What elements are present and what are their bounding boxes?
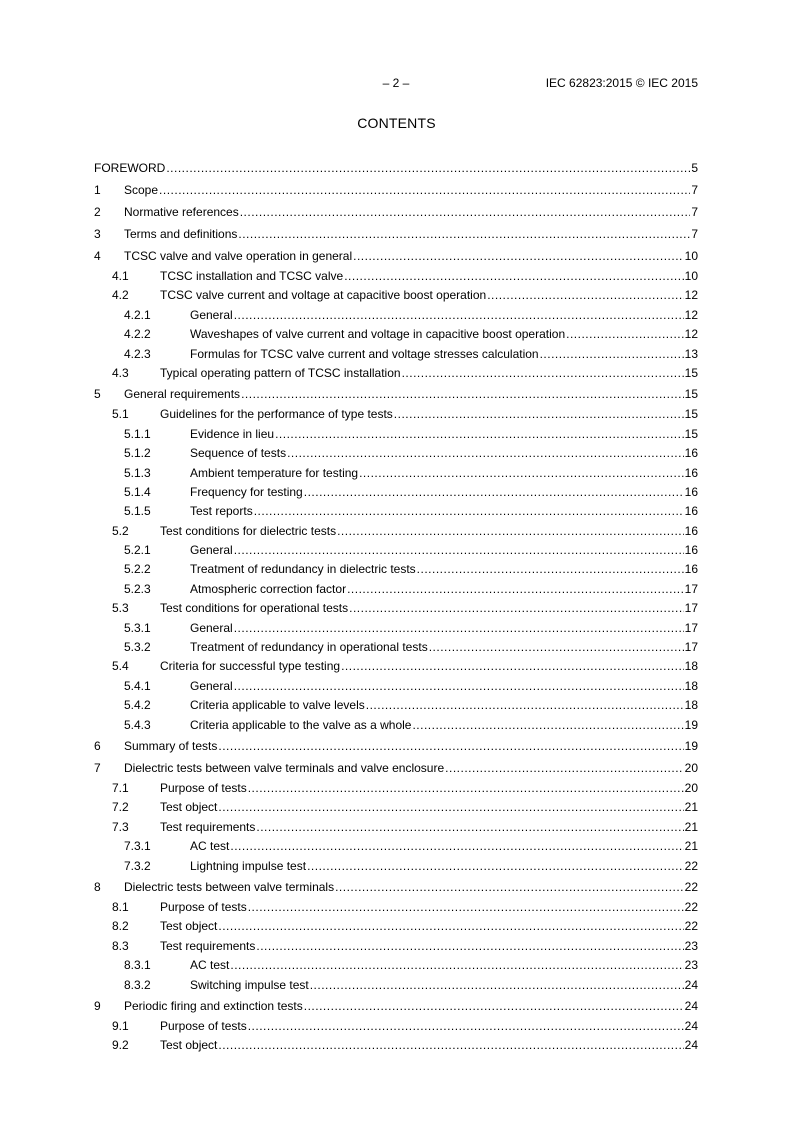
toc-entry-title: General <box>190 677 234 696</box>
toc-entry-line <box>124 876 698 898</box>
toc-entry[interactable] <box>94 937 698 956</box>
toc-leader-dots <box>159 179 690 201</box>
toc-entry-title: Test conditions for dielectric tests <box>160 522 337 541</box>
toc-entry-title: Dielectric tests between valve terminals <box>124 876 335 898</box>
toc-leader-dots <box>166 157 690 179</box>
toc-entry-page: 12 <box>684 327 698 342</box>
toc-entry[interactable] <box>94 837 698 856</box>
toc-leader-dots <box>566 325 684 344</box>
toc-entry-page: 20 <box>684 760 698 775</box>
toc-entry[interactable] <box>94 325 698 344</box>
toc-entry-title: Criteria applicable to the valve as a whole <box>190 716 412 735</box>
toc-entry-line <box>160 1036 698 1055</box>
toc-entry-number: 4.1 <box>112 269 129 283</box>
toc-leader-dots <box>234 541 684 560</box>
toc-leader-dots <box>234 306 684 325</box>
toc-entry[interactable] <box>94 976 698 995</box>
toc-entry-title: Test object <box>160 798 218 817</box>
toc-entry-line <box>160 798 698 817</box>
toc-entry-title: General <box>190 541 234 560</box>
toc-entry-page: 16 <box>684 465 698 480</box>
toc-leader-dots <box>487 286 683 305</box>
toc-leader-dots <box>366 696 684 715</box>
toc-entry-page: 7 <box>691 227 698 241</box>
toc-entry[interactable] <box>94 522 698 541</box>
toc-entry-line <box>94 157 698 179</box>
toc-entry-number: 5 <box>94 387 101 402</box>
toc-entry[interactable] <box>94 201 698 223</box>
toc-entry[interactable] <box>94 716 698 735</box>
toc-entry-page: 12 <box>684 307 698 322</box>
toc-entry-title: Summary of tests <box>124 735 218 757</box>
toc-entry-title: Guidelines for the performance of type tests <box>160 405 394 424</box>
toc-leader-dots <box>256 937 683 956</box>
toc-entry-title: AC test <box>190 837 230 856</box>
toc-entry[interactable] <box>94 179 698 201</box>
toc-entry-page: 21 <box>684 819 698 834</box>
toc-entry-title: Frequency for testing <box>190 483 304 502</box>
toc-entry-line <box>124 223 698 245</box>
toc-entry-title: Criteria for successful type testing <box>160 657 341 676</box>
toc-entry-line <box>190 444 698 463</box>
toc-leader-dots <box>218 798 683 817</box>
toc-entry[interactable] <box>94 383 698 405</box>
toc-entry[interactable] <box>94 502 698 521</box>
toc-leader-dots <box>344 267 683 286</box>
toc-entry-page: 21 <box>684 800 698 815</box>
toc-entry-line <box>190 638 698 657</box>
toc-entry-number: 7.2 <box>112 800 129 815</box>
toc-entry-page: 17 <box>684 601 698 616</box>
toc-leader-dots <box>337 522 684 541</box>
toc-entry-title: General <box>190 306 234 325</box>
toc-entry[interactable] <box>94 1017 698 1036</box>
toc-entry-page: 22 <box>684 879 698 894</box>
toc-entry-line <box>190 677 698 696</box>
toc-entry-number: 5.4.1 <box>124 678 151 693</box>
toc-entry-page: 18 <box>684 659 698 674</box>
toc-entry-number: 7.1 <box>112 780 129 795</box>
toc-entry-page: 24 <box>684 977 698 992</box>
toc-entry[interactable] <box>94 798 698 817</box>
toc-entry-line <box>160 522 698 541</box>
toc-entry-number: 3 <box>94 227 101 241</box>
toc-entry-line <box>160 286 698 305</box>
toc-entry[interactable] <box>94 541 698 560</box>
toc-entry[interactable] <box>94 757 698 779</box>
toc-entry-page: 16 <box>684 484 698 499</box>
toc-entry-number: 7.3 <box>112 819 129 834</box>
toc-entry[interactable] <box>94 638 698 657</box>
toc-entry-page: 5 <box>691 161 698 175</box>
toc-entry-title: Purpose of tests <box>160 779 248 798</box>
toc-leader-dots <box>353 245 684 267</box>
toc-entry-line <box>160 599 698 618</box>
toc-entry-line <box>190 541 698 560</box>
toc-entry-line <box>190 619 698 638</box>
toc-entry[interactable] <box>94 560 698 579</box>
toc-entry-page: 12 <box>684 288 698 303</box>
toc-entry-title: General requirements <box>124 383 241 405</box>
toc-leader-dots <box>307 857 684 876</box>
toc-entry-title: Waveshapes of valve current and voltage in capacitive boost operation <box>190 325 566 344</box>
toc-entry-line <box>160 1017 698 1036</box>
toc-leader-dots <box>248 1017 684 1036</box>
toc-entry-title: Formulas for TCSC valve current and voltage stresses calculation <box>190 345 540 364</box>
toc-entry-title: Sequence of tests <box>190 444 287 463</box>
toc-entry-title: Scope <box>124 179 159 201</box>
toc-entry-page: 7 <box>691 205 698 219</box>
toc-entry-page: 19 <box>684 717 698 732</box>
toc-entry-number: 4.2.3 <box>124 346 151 361</box>
toc-entry-number: 8.2 <box>112 919 129 934</box>
toc-leader-dots <box>341 657 684 676</box>
toc-entry[interactable] <box>94 677 698 696</box>
toc-entry-number: 5.2.3 <box>124 581 151 596</box>
toc-entry-title: Treatment of redundancy in operational tests <box>190 638 429 657</box>
toc-entry-number: 5.2 <box>112 523 129 538</box>
toc-entry[interactable] <box>94 818 698 837</box>
toc-entry-page: 17 <box>684 640 698 655</box>
toc-entry-page: 17 <box>684 620 698 635</box>
toc-entry-line <box>160 818 698 837</box>
toc-entry-line <box>160 405 698 424</box>
toc-entry[interactable] <box>94 898 698 917</box>
toc-entry-page: 16 <box>684 562 698 577</box>
toc-entry-page: 15 <box>684 387 698 402</box>
toc-entry-title: Ambient temperature for testing <box>190 464 359 483</box>
toc-entry-line <box>190 857 698 876</box>
toc-entry-page: 10 <box>684 249 698 263</box>
toc-entry-page: 22 <box>684 899 698 914</box>
toc-entry-line <box>190 956 698 975</box>
toc-entry-title: Purpose of tests <box>160 898 248 917</box>
toc-entry-line <box>124 245 698 267</box>
toc-entry[interactable] <box>94 619 698 638</box>
toc-entry[interactable] <box>94 735 698 757</box>
toc-entry-page: 7 <box>691 183 698 197</box>
toc-entry-title: Purpose of tests <box>160 1017 248 1036</box>
toc-entry[interactable] <box>94 483 698 502</box>
toc-entry[interactable] <box>94 364 698 383</box>
toc-entry-number: 4 <box>94 249 101 263</box>
toc-leader-dots <box>412 716 683 735</box>
toc-leader-dots <box>359 464 684 483</box>
toc-entry-page: 17 <box>684 581 698 596</box>
document-reference: IEC 62823:2015 © IEC 2015 <box>545 76 698 90</box>
toc-entry-title: Test reports <box>190 502 254 521</box>
toc-entry[interactable] <box>94 1036 698 1055</box>
toc-entry-title: Test requirements <box>160 937 256 956</box>
toc-entry-number: 5.1.3 <box>124 465 151 480</box>
toc-leader-dots <box>234 677 684 696</box>
toc-leader-dots <box>238 223 690 245</box>
toc-entry-number: 5.4.2 <box>124 698 151 713</box>
toc-entry-page: 21 <box>684 839 698 854</box>
toc-entry-page: 16 <box>684 523 698 538</box>
toc-entry-title: Lightning impulse test <box>190 857 307 876</box>
toc-entry[interactable] <box>94 857 698 876</box>
toc-entry-title: Test object <box>160 917 218 936</box>
table-of-contents <box>94 157 698 1056</box>
toc-entry-number: 8.3.2 <box>124 977 151 992</box>
toc-entry-page: 15 <box>684 365 698 380</box>
toc-entry-number: 7 <box>94 760 101 775</box>
toc-entry-line <box>190 425 698 444</box>
toc-entry-title: Evidence in lieu <box>190 425 275 444</box>
toc-entry-page: 10 <box>684 269 698 283</box>
toc-entry-number: 5.3.1 <box>124 620 151 635</box>
toc-entry-title: Test conditions for operational tests <box>160 599 349 618</box>
toc-entry-line <box>190 306 698 325</box>
toc-leader-dots <box>349 599 684 618</box>
toc-entry-line <box>160 267 698 286</box>
toc-entry-line <box>160 898 698 917</box>
contents-title: CONTENTS <box>357 115 436 131</box>
toc-leader-dots <box>287 444 684 463</box>
toc-leader-dots <box>230 956 683 975</box>
toc-entry[interactable] <box>94 580 698 599</box>
toc-entry-title: Criteria applicable to valve levels <box>190 696 366 715</box>
toc-entry-number: 5.2.2 <box>124 562 151 577</box>
toc-entry-number: 5.4 <box>112 659 129 674</box>
toc-entry-number: 8.1 <box>112 899 129 914</box>
toc-entry-line <box>190 345 698 364</box>
toc-leader-dots <box>240 201 691 223</box>
toc-entry[interactable] <box>94 657 698 676</box>
toc-entry-line <box>190 560 698 579</box>
toc-entry-number: 5.1.2 <box>124 446 151 461</box>
toc-entry-line <box>190 502 698 521</box>
toc-entry-page: 13 <box>684 346 698 361</box>
toc-entry-page: 16 <box>684 504 698 519</box>
toc-entry-title: TCSC installation and TCSC valve <box>160 267 344 286</box>
toc-leader-dots <box>218 1036 683 1055</box>
toc-entry-line <box>190 716 698 735</box>
toc-entry-title: Normative references <box>124 201 240 223</box>
toc-leader-dots <box>310 976 684 995</box>
toc-leader-dots <box>304 995 684 1017</box>
toc-entry-title: Typical operating pattern of TCSC installation <box>160 364 402 383</box>
toc-entry-line <box>190 464 698 483</box>
toc-entry-title: TCSC valve current and voltage at capacitive boost operation <box>160 286 487 305</box>
toc-leader-dots <box>540 345 684 364</box>
toc-entry[interactable] <box>94 267 698 286</box>
toc-leader-dots <box>248 898 684 917</box>
toc-entry[interactable] <box>94 306 698 325</box>
toc-entry-number: 5.1 <box>112 407 129 422</box>
toc-entry-number: 7.3.1 <box>124 839 151 854</box>
toc-leader-dots <box>234 619 684 638</box>
toc-entry-page: 24 <box>684 998 698 1013</box>
toc-leader-dots <box>241 383 684 405</box>
toc-entry-line <box>160 917 698 936</box>
toc-entry-number: 4.2.2 <box>124 327 151 342</box>
toc-entry-number: 5.3 <box>112 601 129 616</box>
toc-entry-title: Terms and definitions <box>124 223 238 245</box>
toc-entry[interactable] <box>94 599 698 618</box>
toc-entry-page: 23 <box>684 958 698 973</box>
toc-entry-title: Switching impulse test <box>190 976 310 995</box>
toc-entry-title: Periodic firing and extinction tests <box>124 995 304 1017</box>
toc-entry[interactable] <box>94 245 698 267</box>
toc-entry[interactable] <box>94 995 698 1017</box>
toc-leader-dots <box>335 876 684 898</box>
toc-leader-dots <box>429 638 684 657</box>
toc-entry-page: 22 <box>684 858 698 873</box>
toc-entry-number: 4.3 <box>112 365 129 380</box>
toc-leader-dots <box>218 917 683 936</box>
toc-entry-number: 5.3.2 <box>124 640 151 655</box>
toc-entry-number: 5.1.1 <box>124 426 151 441</box>
toc-entry-line <box>190 483 698 502</box>
toc-entry-line <box>124 179 698 201</box>
toc-entry-title: Test requirements <box>160 818 256 837</box>
toc-entry-page: 22 <box>684 919 698 934</box>
toc-entry-line <box>190 580 698 599</box>
toc-entry-number: 8 <box>94 879 101 894</box>
toc-entry-page: 16 <box>684 446 698 461</box>
toc-leader-dots <box>230 837 683 856</box>
toc-entry-line <box>124 757 698 779</box>
toc-leader-dots <box>248 779 684 798</box>
toc-entry-line <box>160 937 698 956</box>
toc-entry-number: 9.1 <box>112 1018 129 1033</box>
toc-entry-line <box>160 364 698 383</box>
toc-entry-line <box>190 325 698 344</box>
toc-entry[interactable] <box>94 425 698 444</box>
toc-entry[interactable] <box>94 779 698 798</box>
toc-entry-line <box>124 201 698 223</box>
toc-entry-page: 24 <box>684 1018 698 1033</box>
toc-entry[interactable] <box>94 464 698 483</box>
toc-entry-title: FOREWORD <box>94 157 166 179</box>
toc-entry-title: AC test <box>190 956 230 975</box>
toc-leader-dots <box>402 364 684 383</box>
toc-entry-page: 15 <box>684 426 698 441</box>
page-number: – 2 – <box>382 76 410 90</box>
toc-entry-line <box>190 696 698 715</box>
toc-entry-number: 1 <box>94 183 101 197</box>
toc-entry-line <box>190 837 698 856</box>
toc-entry-page: 18 <box>684 698 698 713</box>
toc-entry[interactable] <box>94 405 698 424</box>
toc-entry-number: 9 <box>94 998 101 1013</box>
toc-entry-title: Atmospheric correction factor <box>190 580 347 599</box>
toc-entry[interactable] <box>94 345 698 364</box>
toc-entry[interactable] <box>94 157 698 179</box>
toc-entry-number: 5.2.1 <box>124 543 151 558</box>
toc-entry-number: 2 <box>94 205 101 219</box>
toc-entry-line <box>124 383 698 405</box>
toc-entry-title: Dielectric tests between valve terminals and valve enclosure <box>124 757 445 779</box>
toc-entry-number: 6 <box>94 738 101 753</box>
toc-entry-page: 15 <box>684 407 698 422</box>
toc-entry-number: 9.2 <box>112 1038 129 1053</box>
toc-entry[interactable] <box>94 876 698 898</box>
page-header <box>94 76 698 92</box>
toc-entry-title: Test object <box>160 1036 218 1055</box>
toc-entry-number: 8.3.1 <box>124 958 151 973</box>
toc-entry[interactable] <box>94 917 698 936</box>
toc-entry[interactable] <box>94 956 698 975</box>
toc-leader-dots <box>304 483 684 502</box>
toc-entry-title: General <box>190 619 234 638</box>
toc-entry-page: 19 <box>684 738 698 753</box>
toc-entry-line <box>190 976 698 995</box>
toc-entry-line <box>124 995 698 1017</box>
toc-entry-number: 4.2 <box>112 288 129 303</box>
toc-entry-title: Treatment of redundancy in dielectric tests <box>190 560 417 579</box>
toc-entry-number: 5.4.3 <box>124 717 151 732</box>
toc-entry[interactable] <box>94 696 698 715</box>
toc-entry[interactable] <box>94 223 698 245</box>
toc-leader-dots <box>254 502 684 521</box>
toc-entry-line <box>160 657 698 676</box>
toc-entry-page: 16 <box>684 543 698 558</box>
toc-entry-line <box>124 735 698 757</box>
toc-entry-page: 24 <box>684 1038 698 1053</box>
toc-entry-number: 4.2.1 <box>124 307 151 322</box>
toc-entry[interactable] <box>94 286 698 305</box>
toc-leader-dots <box>275 425 684 444</box>
toc-entry-page: 20 <box>684 780 698 795</box>
toc-leader-dots <box>394 405 684 424</box>
toc-entry-number: 5.1.4 <box>124 484 151 499</box>
toc-leader-dots <box>417 560 684 579</box>
toc-entry-title: TCSC valve and valve operation in general <box>124 245 353 267</box>
toc-entry-number: 7.3.2 <box>124 858 151 873</box>
toc-entry-number: 8.3 <box>112 938 129 953</box>
toc-leader-dots <box>445 757 683 779</box>
toc-entry-page: 18 <box>684 678 698 693</box>
toc-entry-page: 23 <box>684 938 698 953</box>
toc-entry[interactable] <box>94 444 698 463</box>
toc-leader-dots <box>256 818 683 837</box>
toc-entry-number: 5.1.5 <box>124 504 151 519</box>
toc-entry-line <box>160 779 698 798</box>
toc-leader-dots <box>347 580 684 599</box>
toc-leader-dots <box>218 735 683 757</box>
